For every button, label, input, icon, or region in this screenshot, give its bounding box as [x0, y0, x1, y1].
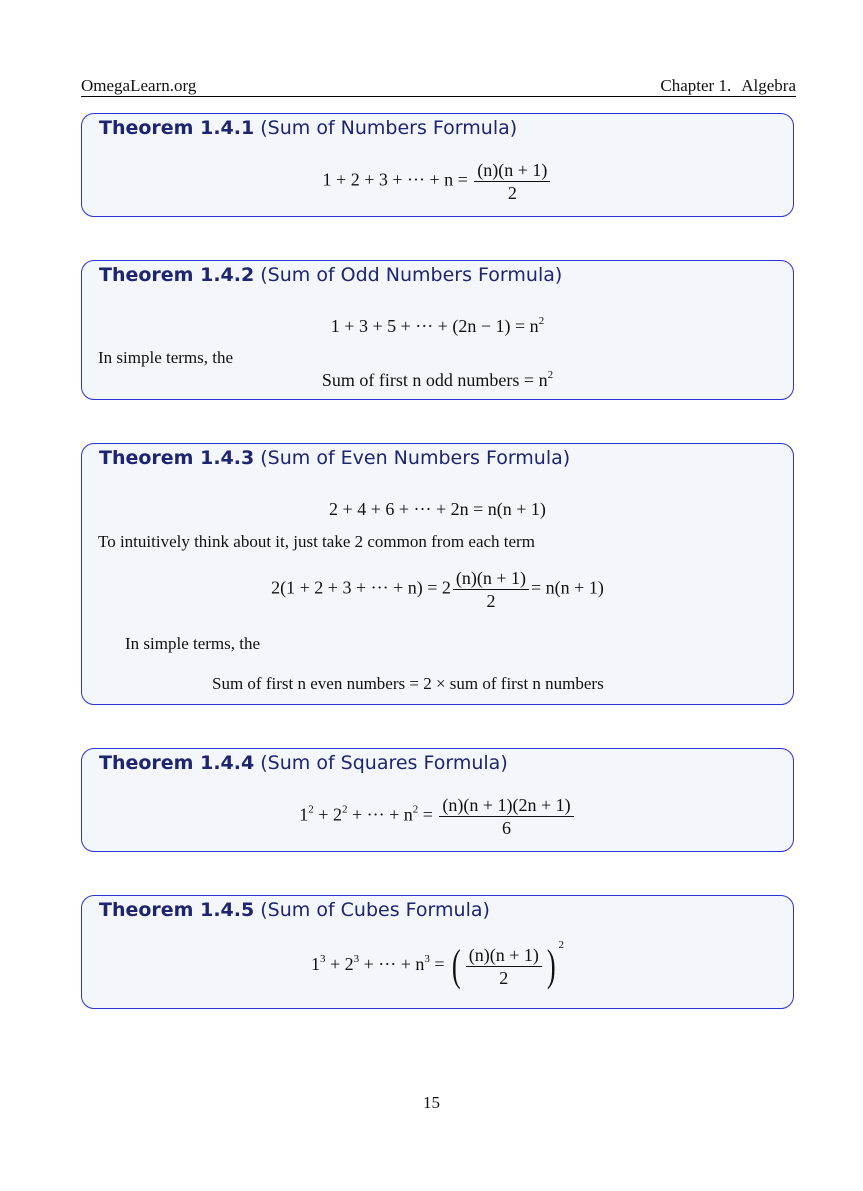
formula-rhs: = n(n + 1) — [531, 577, 604, 598]
term: + ··· + n — [347, 804, 413, 825]
fraction-numerator: (n)(n + 1)(2n + 1) — [439, 795, 573, 817]
formula: 2 + 4 + 6 + ··· + 2n = n(n + 1) — [329, 499, 546, 519]
formula-simple — [82, 370, 793, 391]
fraction — [474, 160, 550, 203]
theorem-box-1 — [81, 113, 794, 217]
term: 1 — [310, 954, 320, 975]
fraction-denominator: 2 — [486, 591, 496, 611]
formula-lhs: 2(1 + 2 + 3 + ··· + n) = 2 — [271, 577, 451, 598]
theorem-box-2 — [81, 260, 794, 400]
site-name: OmegaLearn.org — [81, 76, 197, 95]
explanation-text: To intuitively think about it, just take 2 common from each term — [98, 532, 535, 551]
theorem-number: Theorem 1.4.5 — [99, 899, 255, 921]
fraction-denominator: 2 — [499, 967, 509, 988]
running-header — [81, 74, 796, 97]
fraction-denominator: 6 — [502, 818, 512, 838]
formula — [82, 160, 793, 203]
theorem-box-5 — [81, 895, 794, 1009]
formula-lhs: 1 + 2 + 3 + ··· + n = — [322, 169, 468, 190]
term: + 2 — [325, 954, 354, 975]
term: 1 — [299, 804, 309, 825]
chapter-title: Algebra — [741, 76, 796, 95]
equals: = — [429, 954, 445, 975]
theorem-heading — [99, 447, 570, 469]
fraction — [466, 945, 542, 988]
formula — [82, 795, 793, 838]
theorem-box-4 — [81, 748, 794, 852]
left-paren: ( — [452, 941, 461, 990]
term: + 2 — [313, 804, 342, 825]
exponent: 3 — [424, 953, 430, 966]
formula — [82, 939, 793, 990]
fraction-numerator: (n)(n + 1) — [474, 160, 550, 182]
exponent: 3 — [353, 953, 360, 966]
fraction — [453, 568, 529, 611]
formula-text: 1 + 3 + 5 + ··· + (2n − 1) = n — [330, 316, 539, 336]
fraction-denominator: 2 — [507, 183, 517, 203]
equals: = — [418, 804, 433, 825]
theorem-number: Theorem 1.4.1 — [99, 117, 255, 139]
formula-text: Sum of first n odd numbers = n — [321, 370, 548, 390]
theorem-box-3 — [81, 443, 794, 705]
formula-derivation — [82, 568, 793, 611]
theorem-title: (Sum of Even Numbers Formula) — [260, 447, 571, 469]
theorem-number: Theorem 1.4.2 — [99, 264, 255, 286]
exponent: 2 — [341, 803, 348, 816]
theorem-heading — [99, 264, 562, 286]
chapter-number: Chapter 1. — [660, 76, 732, 95]
exponent: 2 — [412, 803, 419, 816]
theorem-number: Theorem 1.4.4 — [99, 752, 255, 774]
theorem-title: (Sum of Cubes Formula) — [260, 899, 490, 921]
fraction — [439, 795, 573, 838]
right-paren: ) — [546, 941, 556, 990]
theorem-heading — [99, 899, 490, 921]
theorem-heading — [99, 752, 508, 774]
theorem-title: (Sum of Numbers Formula) — [260, 117, 518, 139]
exponent: 3 — [319, 953, 326, 966]
fraction-numerator: (n)(n + 1) — [453, 568, 529, 590]
formula — [82, 316, 793, 337]
page-number: 15 — [423, 1093, 440, 1112]
explanation-text: In simple terms, the — [98, 348, 234, 367]
fraction-numerator: (n)(n + 1) — [466, 945, 542, 967]
formula-exponent: 2 — [538, 315, 545, 327]
theorem-heading — [99, 117, 517, 139]
theorem-title: (Sum of Squares Formula) — [260, 752, 508, 774]
exponent: 2 — [308, 803, 314, 816]
term: + ··· + n — [359, 954, 425, 975]
chapter-heading — [660, 76, 796, 96]
explanation-text: In simple terms, the — [125, 634, 261, 653]
theorem-title: (Sum of Odd Numbers Formula) — [260, 264, 563, 286]
outer-exponent: 2 — [558, 939, 565, 952]
theorem-number: Theorem 1.4.3 — [99, 447, 255, 469]
formula-exponent: 2 — [547, 369, 554, 381]
formula-simple: Sum of first n even numbers = 2 × sum of first n numbers — [212, 674, 604, 693]
